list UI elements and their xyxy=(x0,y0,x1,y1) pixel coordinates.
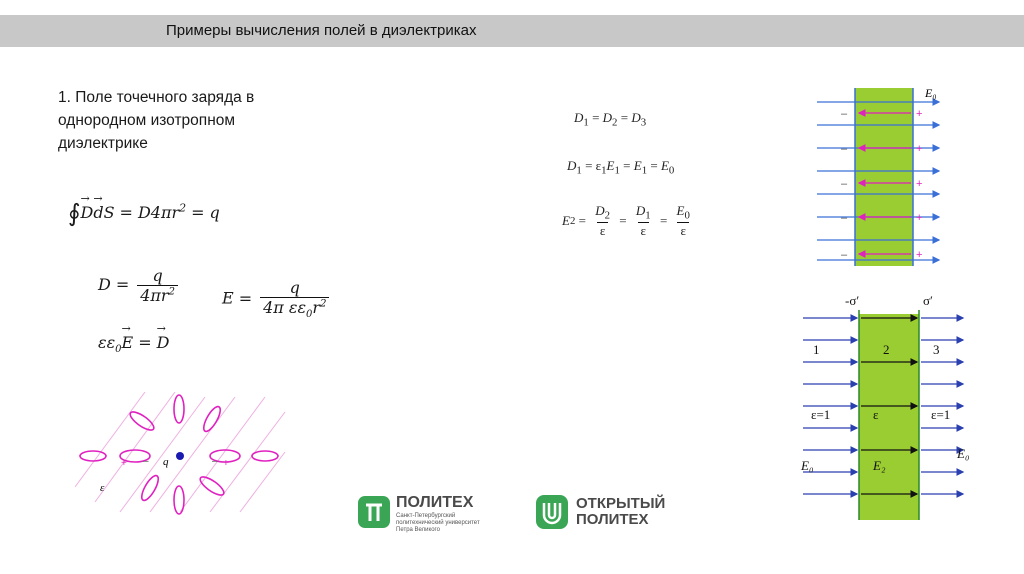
region-2-label: 2 xyxy=(883,342,890,357)
slab-diagram-top xyxy=(803,84,953,269)
minus-sign: – xyxy=(212,456,218,467)
field-label: E₀ xyxy=(925,86,937,100)
plus-sign: + xyxy=(223,458,229,469)
slab-diagram-bottom xyxy=(795,292,973,522)
epsilon-label: ε xyxy=(100,482,105,494)
eps-right-label: ε=1 xyxy=(931,407,951,422)
formula-D: D = $\frac{q}{4\pi r^2}$ xyxy=(98,266,181,305)
minus-sign: – xyxy=(841,108,848,120)
minus-sign: – xyxy=(841,178,848,190)
politech-subtitle: Санкт-Петербургский политехнический университет Петра Великого xyxy=(396,513,480,533)
formula-relation: $\varepsilon\varepsilon_0\to E =\to D$ xyxy=(98,333,169,355)
formula-E: E = $\frac{q}{4\pi \varepsilon\varepsilon_0r^2}$ xyxy=(222,278,332,320)
sigma-left-label: -σ′ xyxy=(845,293,860,308)
formula-gauss: ∮→ D→ dS = $D4\pi r^2 = q$ xyxy=(68,196,220,224)
formula-slab-3: E 2 = $\frac{D_2}{\varepsilon}$ = $\frac{D_1}{\varepsilon}$ = $\frac{E_0}{\varepsilon}$ xyxy=(562,203,690,238)
politech-logo-icon xyxy=(358,496,390,528)
header-bar xyxy=(0,15,1024,47)
page-title: Примеры вычисления полей в диэлектриках xyxy=(166,22,477,39)
sigma-right-label: σ′ xyxy=(923,293,933,308)
open-politech-name: ОТКРЫТЫЙ ПОЛИТЕХ xyxy=(576,495,666,528)
E0-right-label: E₀ xyxy=(957,446,970,461)
eps-mid-label: ε xyxy=(873,407,879,422)
heading-line: 1. Поле точечного заряда в xyxy=(58,89,255,106)
minus-sign: – xyxy=(841,212,848,224)
minus-sign: – xyxy=(841,143,848,155)
minus-sign: – xyxy=(143,456,149,467)
charge-label: q xyxy=(163,456,169,468)
region-3-label: 3 xyxy=(933,342,940,357)
politech-name: ПОЛИТЕХ xyxy=(396,494,474,511)
formula-slab-1: $D_1 = D_2 = D_3$ xyxy=(574,110,647,129)
open-politech-logo-icon xyxy=(536,495,568,529)
minus-sign: – xyxy=(841,249,848,261)
E0-left-label: E₀ xyxy=(801,458,814,473)
plus-sign: + xyxy=(121,458,127,469)
plus-sign: + xyxy=(916,178,923,190)
E2-label: E₂ xyxy=(873,458,886,473)
plus-sign: + xyxy=(916,143,923,155)
plus-sign: + xyxy=(916,249,923,261)
heading-line: однородном изотропном xyxy=(58,112,236,129)
heading-line: диэлектрике xyxy=(58,135,148,152)
plus-sign: + xyxy=(916,212,923,224)
dipole-diagram xyxy=(75,392,290,517)
section-heading xyxy=(58,86,308,155)
region-1-label: 1 xyxy=(813,342,820,357)
plus-sign: + xyxy=(916,108,923,120)
eps-left-label: ε=1 xyxy=(811,407,831,422)
formula-slab-2: $D_1 = \varepsilon_1E_1 = E_1 = E_0$ xyxy=(567,158,675,177)
